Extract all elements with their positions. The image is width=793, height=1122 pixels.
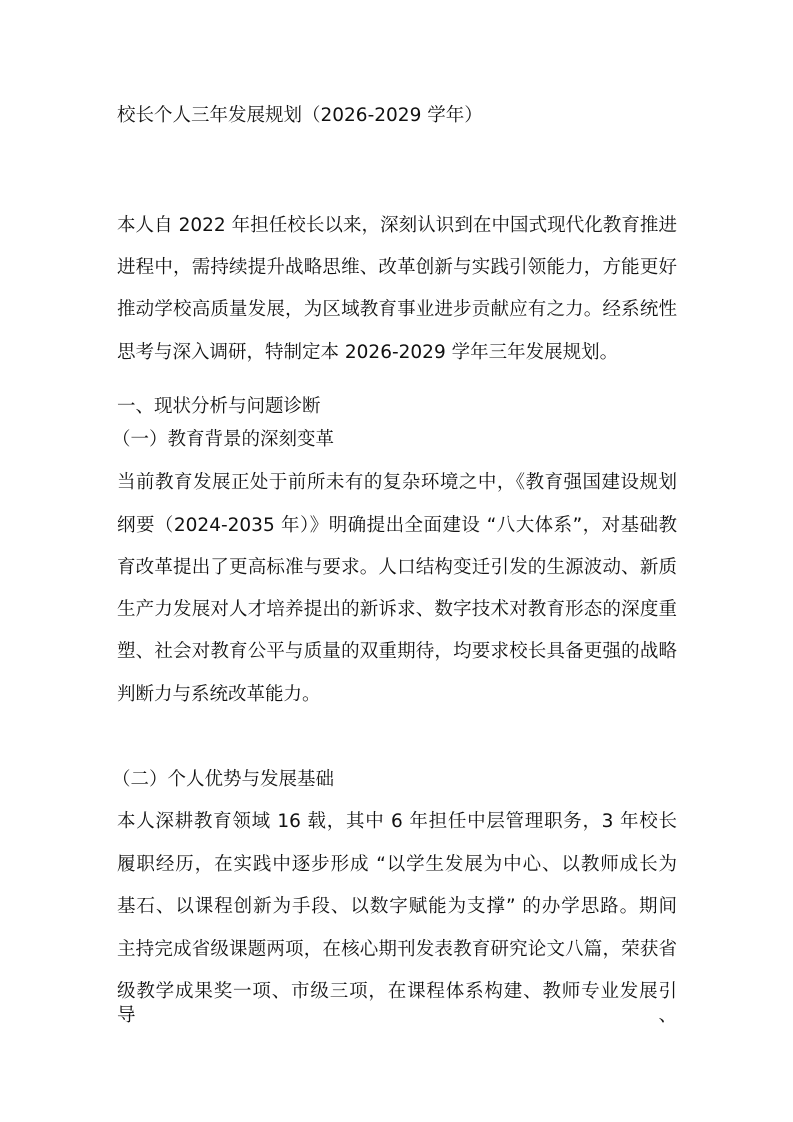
intro-line: 本人自 2022 年担任校长以来，深刻认识到在中国式现代化教育推进 [117, 215, 677, 236]
section-heading: 一、现状分析与问题诊断 [117, 396, 321, 417]
paragraph-line: 判断力与系统改革能力。 [117, 684, 321, 705]
subsection-heading: （一）教育背景的深刻变革 [112, 429, 335, 450]
paragraph-line: 本人深耕教育领域 16 载，其中 6 年担任中层管理职务，3 年校长 [117, 811, 677, 832]
paragraph-line: 当前教育发展正处于前所未有的复杂环境之中，《教育强国建设规划 [117, 472, 677, 493]
paragraph-line: 育改革提出了更高标准与要求。人口结构变迁引发的生源波动、新质 [117, 557, 677, 578]
document-title: 校长个人三年发展规划（2026-2029 学年） [117, 105, 483, 126]
paragraph-line: 基石、以课程创新为手段、以数字赋能为支撑” 的办学思路。期间 [117, 896, 677, 917]
paragraph-line: 生产力发展对人才培养提出的新诉求、数字技术对教育形态的深度重 [117, 599, 677, 620]
subsection-heading: （二）个人优势与发展基础 [112, 769, 335, 790]
paragraph-line: 级教学成果奖一项、市级三项，在课程体系构建、教师专业发展引导、 [117, 981, 677, 1026]
paragraph-line: 塑、社会对教育公平与质量的双重期待，均要求校长具备更强的战略 [117, 641, 677, 662]
paragraph-line: 纲要（2024-2035 年）》明确提出全面建设 “八大体系”，对基础教 [117, 515, 677, 536]
intro-line: 思考与深入调研，特制定本 2026-2029 学年三年发展规划。 [117, 342, 619, 363]
paragraph-line: 履职经历，在实践中逐步形成 “以学生发展为中心、以教师成长为 [117, 854, 677, 875]
intro-line: 进程中，需持续提升战略思维、改革创新与实践引领能力，方能更好 [117, 257, 677, 278]
intro-line: 推动学校高质量发展，为区域教育事业进步贡献应有之力。经系统性 [117, 299, 677, 320]
paragraph-line: 主持完成省级课题两项，在核心期刊发表教育研究论文八篇，荣获省 [117, 939, 677, 960]
